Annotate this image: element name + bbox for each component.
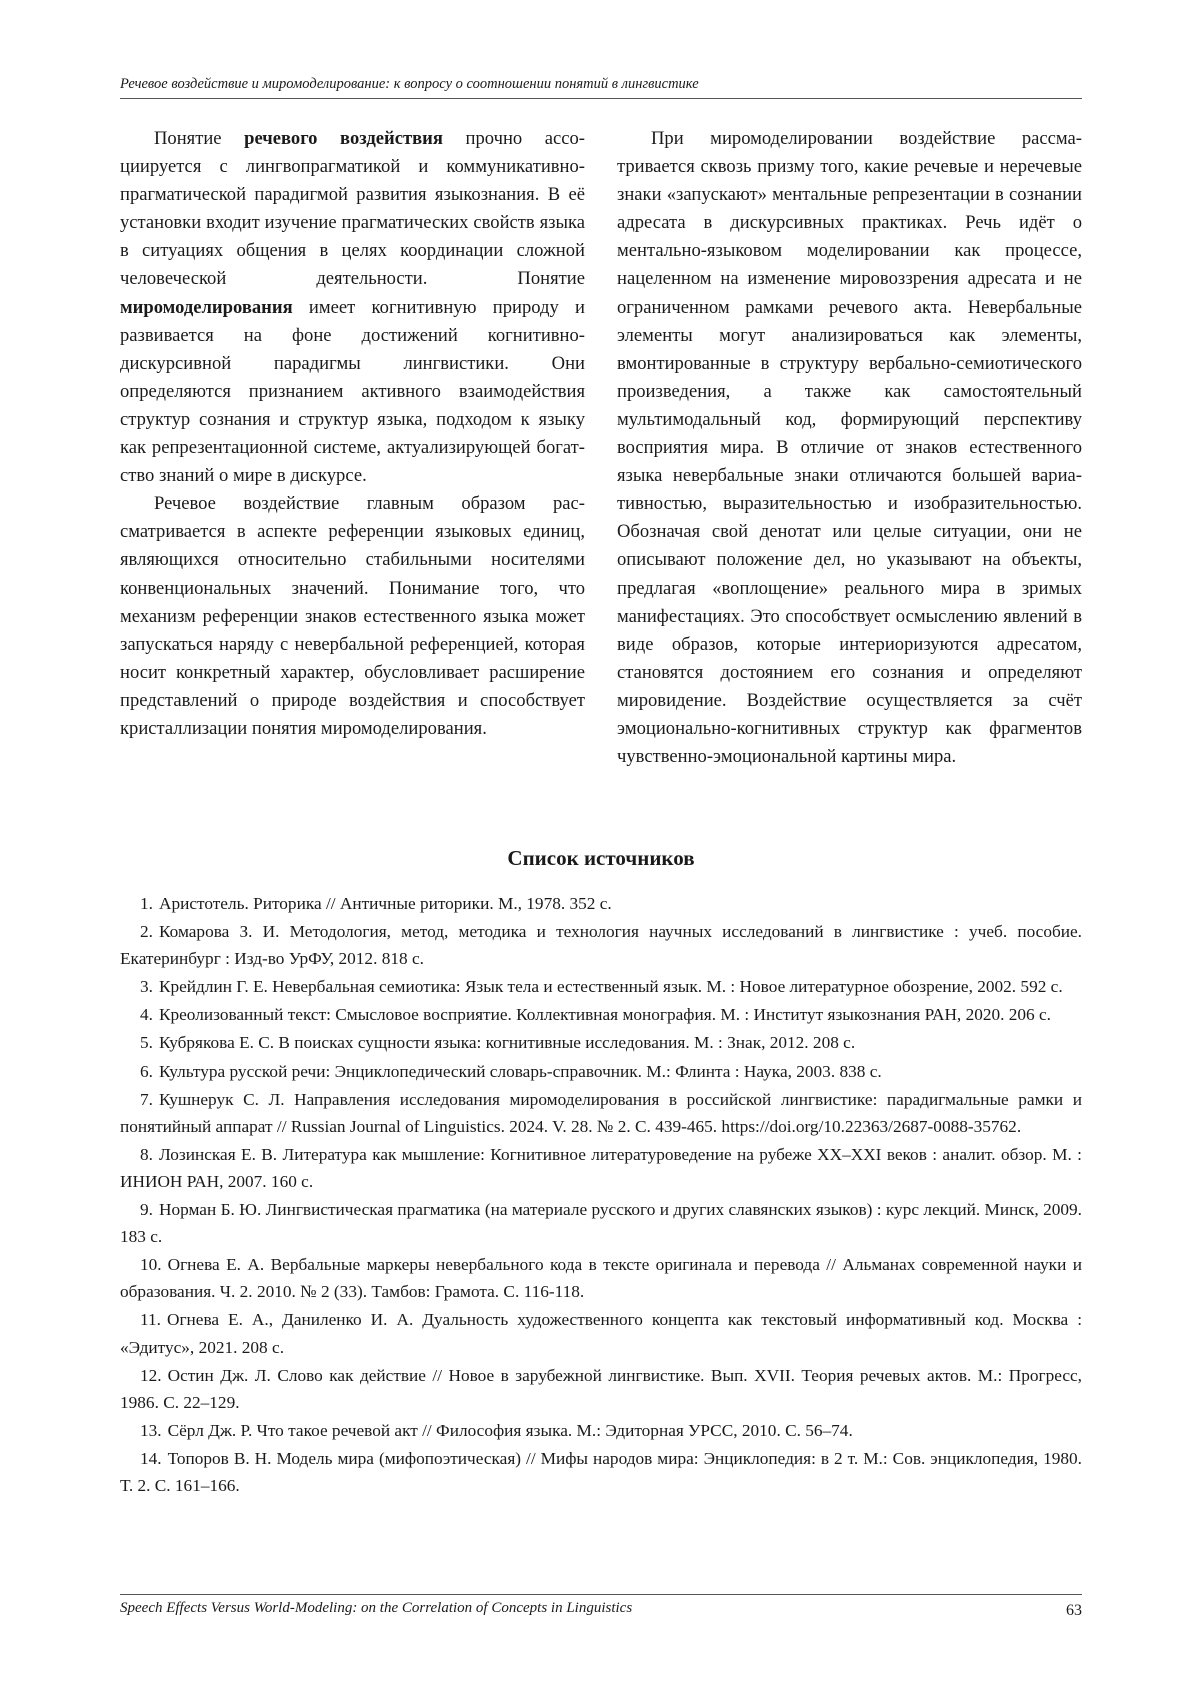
reference-number: 12.: [140, 1365, 162, 1385]
reference-item: [120, 890, 1082, 917]
reference-item: [120, 918, 1082, 972]
reference-item: [120, 1086, 1082, 1140]
reference-item: [120, 1445, 1082, 1499]
reference-text: Топоров В. Н. Модель мира (мифопоэтическая) // Мифы народов мира: Энциклопедия: в 2 т. М.: Сов. энциклопедия, 1980. Т. 2. С. 161–166.: [120, 1448, 1082, 1495]
reference-number: 5.: [140, 1033, 153, 1053]
reference-number: 13.: [140, 1420, 162, 1440]
reference-item: [120, 1362, 1082, 1416]
reference-text: Огнева Е. А., Даниленко И. А. Дуальность художественного концепта как текстовый информативный код. Москва : «Эдитус», 2021. 208 с.: [120, 1310, 1082, 1357]
term-world-modeling: миромоделирования: [120, 296, 293, 318]
reference-item: [120, 1306, 1082, 1360]
references-title: Список источников: [507, 846, 695, 870]
reference-item: [120, 1251, 1082, 1305]
reference-number: 8.: [140, 1144, 153, 1164]
reference-number: 4.: [140, 1005, 153, 1025]
reference-item: [120, 1029, 1082, 1056]
text-run: имеет когнитивную природу и развивается на фоне достижений когнитивно-дискурсивной парадигмы лингвистики. Они определяются признанием активного взаимодействия структур сознания и структур языка, подходом к языку как репрезентационной системе, актуализирующей богатство знаний о мире в дискурсе.: [120, 296, 585, 487]
reference-text: Культура русской речи: Энциклопедический словарь-справочник. М.: Флинта : Наука, 2003. 838 с.: [158, 1061, 882, 1081]
reference-text: Огнева Е. А. Вербальные маркеры невербального кода в тексте оригинала и перевода // Альманах современной науки и образования. Ч. 2. 2010. № 2 (33). Тамбов: Грамота. С. 116-118.: [120, 1255, 1082, 1302]
right-column: [617, 125, 1082, 771]
references-list: [120, 890, 1082, 1500]
reference-number: 10.: [140, 1255, 162, 1275]
left-column: [120, 125, 585, 771]
reference-number: 11.: [140, 1310, 161, 1330]
page-number: 63: [1066, 1602, 1082, 1619]
text-run: Понятие: [154, 128, 245, 149]
reference-text: Комарова З. И. Методология, метод, методика и технология научных исследований в лингвистике : учеб. пособие. Екатеринбург : Изд-во УрФУ, 2012. 818 с.: [120, 922, 1082, 969]
reference-number: 14.: [140, 1448, 162, 1468]
reference-number: 7.: [140, 1089, 153, 1109]
reference-item: [120, 1417, 1082, 1444]
term-speech-effect: речевого воздействия: [244, 128, 443, 149]
reference-number: 9.: [140, 1200, 153, 1220]
reference-text: Лозинская Е. В. Литература как мышление: Когнитивное литературоведение на рубеже XX–XXI веков : аналит. обзор. М. : ИНИОН РАН, 2007. 160 с.: [120, 1144, 1082, 1191]
reference-text: Остин Дж. Л. Слово как действие // Новое в зарубежной лингвистике. Вып. XVII. Теория речевых актов. М.: Прогресс, 1986. С. 22–129.: [120, 1365, 1082, 1412]
body-columns: [120, 125, 1082, 771]
reference-item: [120, 1058, 1082, 1085]
text-run: прочно ассоциируется с лингвопрагматикой и коммуникативно-прагматической парадигмой развития языкознания. В её установки входит изучение прагматических свойств языка в ситуациях общения в целях координации сложной человеческой деятельности. Понятие: [120, 128, 585, 290]
reference-number: 6.: [140, 1061, 153, 1081]
reference-item: [120, 1001, 1082, 1028]
left-paragraph-2: Речевое воздействие главным образом рассматривается в аспекте референции языковых единиц, являющихся относительно стабильными носителями конвенциональных значений. Понимание того, что механизм референции знаков естественного языка может запускаться наряду с невербальной референцией, которая носит конкретный характер, обусловливает расширение представлений о природе воздействия и способствует кристаллизации понятия миромоделирования.: [120, 493, 585, 739]
reference-text: Сёрл Дж. Р. Что такое речевой акт // Философия языка. М.: Эдиторная УРСС, 2010. С. 56–74.: [167, 1420, 853, 1440]
reference-text: Аристотель. Риторика // Античные риторики. М., 1978. 352 с.: [158, 894, 612, 913]
reference-item: [120, 1141, 1082, 1195]
reference-item: [120, 973, 1082, 1000]
reference-text: Крейдлин Г. Е. Невербальная семиотика: Язык тела и естественный язык. М. : Новое литературное обозрение, 2002. 592 с.: [158, 977, 1063, 997]
reference-number: 3.: [140, 977, 153, 997]
reference-text: Норман Б. Ю. Лингвистическая прагматика (на материале русского и других славянских языков) : курс лекций. Минск, 2009. 183 с.: [120, 1200, 1082, 1247]
reference-text: Креолизованный текст: Смысловое восприятие. Коллективная монография. М. : Институт языкознания РАН, 2020. 206 с.: [158, 1005, 1052, 1025]
reference-text: Кубрякова Е. С. В поисках сущности языка: когнитивные исследования. М. : Знак, 2012. 208 с.: [158, 1033, 856, 1053]
reference-number: 1.: [140, 894, 153, 913]
footer-title: Speech Effects Versus World-Modeling: on the Correlation of Concepts in Linguistics: [120, 1600, 633, 1616]
reference-text: Кушнерук С. Л. Направления исследования миромоделирования в российской лингвистике: парадигмальные рамки и понятийный аппарат // Russian Journal of Linguistics. 2024. V. 28. № 2. С. 439-465. https://doi.org/10.22363/2687-0088-35762.: [120, 1089, 1082, 1136]
right-paragraph-1: При миромоделировании воздействие рассматривается сквозь призму того, какие речевые и неречевые знаки «запускают» ментальные репрезентации в сознании адресата в дискурсивных практиках. Речь идёт о ментально-языковом моделировании как процессе, нацеленном на изменение мировоззрения адресата и не ограниченном рамками речевого акта. Невербальные элементы могут анализироваться как элементы, вмонтированные в структуру вербально-семиотического произведения, а также как самостоятельный мультимодальный код, формирующий перспективу восприятия мира. В отличие от знаков естественного языка невербальные знаки отличаются большей вариативностью, выразительностью и изобразительностью. Обозначая свой денотат или целые ситуации, они не описывают положение дел, но указывают на объекты, предлагая «воплощение» реального мира в зримых манифестациях. Это способствует осмыслению явлений в виде образов, которые интериоризуются адресатом, становятся достоянием его сознания и определяют мировидение. Воздействие осуществляется за счёт эмоционально-когнитивных структур как фрагментов чувственно-эмоциональной картины мира.: [617, 128, 1082, 768]
running-header: Речевое воздействие и миромоделирование: к вопросу о соотношении понятий в лингвистике: [120, 76, 1082, 99]
reference-item: [120, 1196, 1082, 1250]
reference-number: 2.: [140, 922, 153, 942]
page-footer: [120, 1594, 1082, 1620]
left-paragraph-1: [120, 125, 585, 490]
